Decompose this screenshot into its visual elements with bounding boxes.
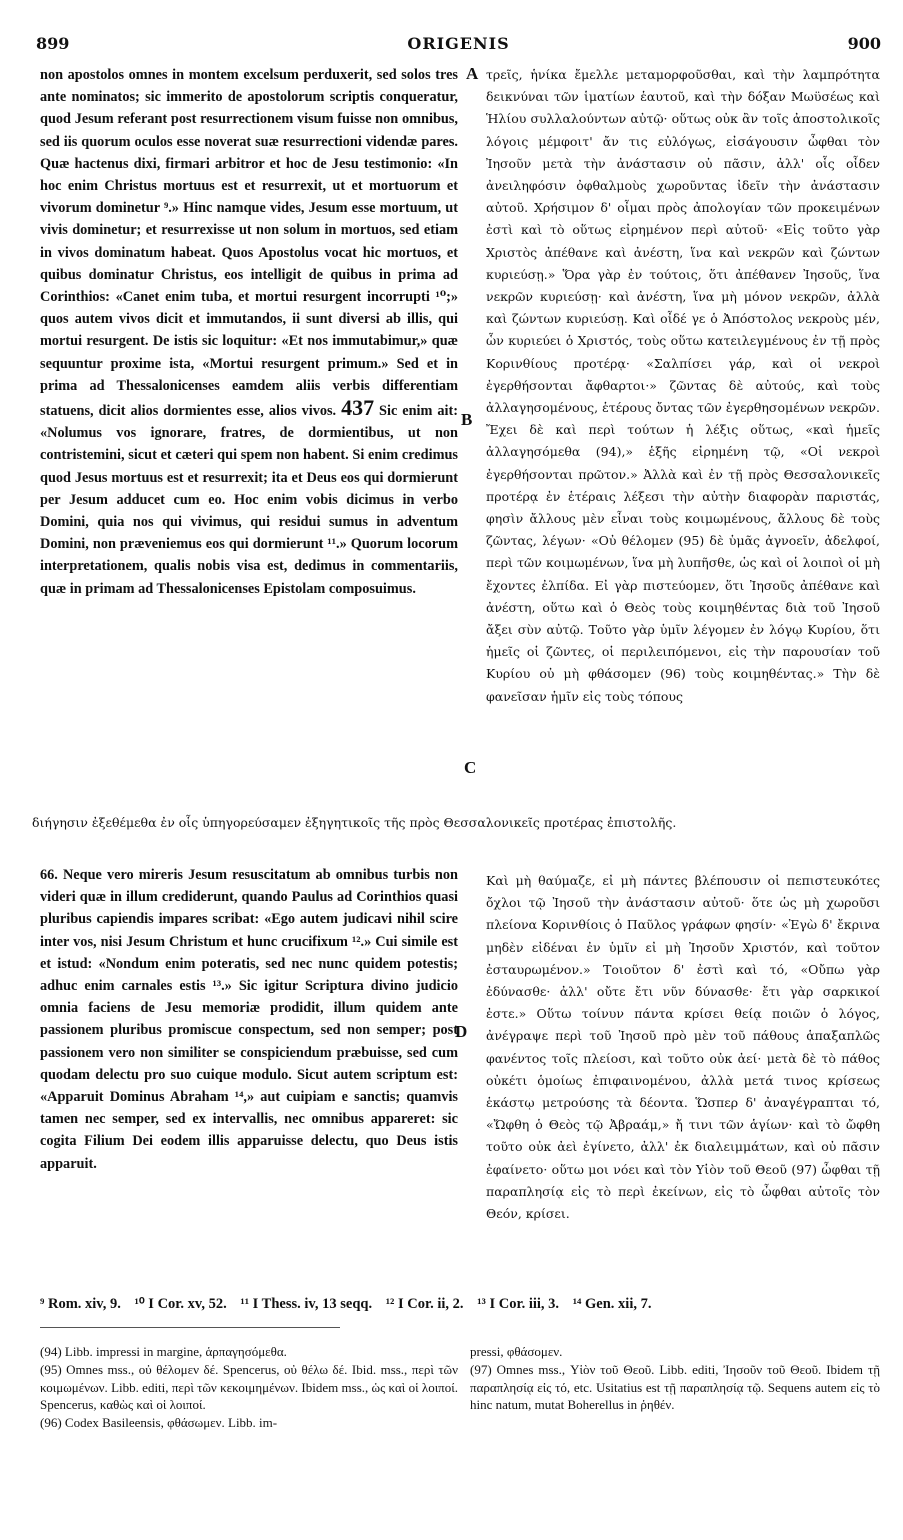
latin-text: non apostolos omnes in montem excelsum perduxerit, sed solos tres ante nominatos; sic immerito de apostolorum scriptis conqueratur, quod Jesum referant post resurrectionem visum fuisse non omnibus, sed iis quorum oculos esse noverat suæ resurrectioni videndæ pares. Quæ hactenus dixi, firmari arbitror et hoc de Jesu testimonio: «In hoc enim Christus mortuus est et resurrexit, ut et mortuorum et vivorum dominetur ⁹.» Hinc namque vides, Jesum esse mortuum, ut vivis dominetur; et resurrexisse ut non solum in mortuos, sed etiam in vivos dominatum habeat. Quos Apostolus vocat hic mortuos, et quibus dominatur Christus, eos intelligit de quibus in prima ad Corinthios: «Canet enim tuba, et mortui resurgent incorrupti ¹⁰;» quos autem vivos dicit et immutandos, ii sunt diversi ab illis, qui mortui resurgent. De istis sic loquitur: «Et nos immutabimur,» quæ sequuntur proxime ista, «Mortui resurgent primum.» Sed et in prima ad Thessalonicenses eamdem aliis verbis differentiam statuens, dicit alios dormientes esse, alios vivos. <box>40 67 458 420</box>
footnote: (94) Libb. impressi in margine, ἁρπαγησόμεθα. <box>40 1344 287 1359</box>
margin-letter-b: B <box>461 410 473 429</box>
margin-letter-a: A <box>466 64 479 83</box>
greek-continuation-text: διήγησιν ἐξεθέμεθα ἐν οἷς ὑπηγορεύσαμεν ἐξηγητικοῖς τῆς πρὸς Θεσσαλονικεῖς προτέρας ἐπιστολῆς. <box>32 815 677 830</box>
running-header <box>36 34 881 56</box>
reference: ¹⁰ I Cor. xv, 52. <box>134 1296 227 1312</box>
greek-paragraph: Καὶ μὴ θαύμαζε, εἰ μὴ πάντες βλέπουσιν οἱ πεπιστευκότες ὄχλοι τῷ Ἰησοῦ τὴν ἀνάστασιν αὐτοῦ· ὅτε ὡς μὴ χωροῦσι πλείονα Κορινθίοις ὁ Παῦλος γράφων φησίν· «Ἐγὼ δ' ἔκρινα μηδὲν εἰδέναι ἐν ὑμῖν εἰ μὴ Ἰησοῦν Χριστόν, καὶ τοῦτον ἐσταυρωμένον.» Τοιοῦτον δ' ἐστὶ καὶ τό, «Οὔπω γὰρ ἐδύνασθε· ἀλλ' οὔτε ἔτι νῦν δύνασθε· ἔτι γὰρ σαρκικοί ἐστε.» Οὕτω τοίνυν πάντα κρίσει θείᾳ ποιῶν ὁ λόγος, ἀνέγραψε περὶ τοῦ Ἰησοῦ πρὸ μὲν τοῦ πάθους ἁπαξαπλῶς φανέντος τοῖς πλείοσι, καὶ τοῦτο οὐκ ἀεί· μετὰ δὲ τὸ πάθος οὐκέτι ὁμοίως ἐπιφαινομένου, ἀλλὰ μετά τινος κρίσεως ἑκάστῳ μετρούσης τὰ δέοντα. Ὥσπερ δ' ἀναγέγραπται τό, «Ὤφθη ὁ Θεὸς τῷ Ἀβραάμ,» ἤ τινι τῶν ἁγίων· καὶ τὸ ὤφθη τοῦτο οὐκ ἀεὶ ἐγίνετο, ἀλλ' ἐκ διαλειμμάτων, καὶ οὐ πᾶσιν ἐφαίνετο· οὕτω μοι νόει καὶ τὸν Υἱὸν τοῦ Θεοῦ (97) ὦφθαι τῇ παραπλησίᾳ εἰς τὸ περὶ ἐκείνων, εἰς τὸ ὦφθαι αὐτοῖς τὸν Θεόν, κρίσει. <box>486 873 880 1222</box>
running-title: ORIGENIS <box>407 34 510 53</box>
latin-column-top <box>40 64 458 600</box>
footnotes-right <box>470 1343 880 1414</box>
footnote: (95) Omnes mss., οὐ θέλομεν δέ. Spencerus, οὐ θέλω δέ. Ibid. mss., περὶ τῶν κοιμωμένων. Libb. editi, περὶ τῶν κεκοιμημένων. Ibidem mss., ὡς καὶ οἱ λοιποί. Spencerus, καθὼς καὶ οἱ λοιποί. <box>40 1361 458 1413</box>
footnote: pressi, φθάσομεν. <box>470 1344 563 1359</box>
latin-column-bottom <box>40 864 458 1175</box>
footnote: (97) Omnes mss., Υἱὸν τοῦ Θεοῦ. Libb. editi, Ἰησοῦν τοῦ Θεοῦ. Ibidem τῇ παραπλησίᾳ εἰς τό, etc. Usitatius est τῇ παραπλησίᾳ τῷ. Sequens autem εἰς τὸ hinc natum, mutat Boherellus in ῥηθέν. <box>470 1361 880 1413</box>
latin-text: Neque vero mireris Jesum resuscitatum ab omnibus turbis non videri quæ in illum crediderunt, quando Paulus ad Corinthios quasi pluribus capiendis impares scribat: «Ego autem judicavi nihil scire inter vos, nisi Jesum Christum et hunc crucifixum ¹².» Cui simile est et istud: «Nondum enim poteratis, sed nec nunc quidem potestis; adhuc enim carnales estis ¹³.» Sic igitur Scriptura divino judicio omnia faciens de Jesu memoriæ prodidit, illum quidem ante passionem pluribus promiscue conspectum, sed non semper; post passionem vero non similiter se conspiciendum præbuisse, sed cum quodam delectu pro suo cuique modulo. Sicut autem scriptum est: «Apparuit Dominus Abraham ¹⁴,» aut cuipiam e sanctis; quamvis tamen nec semper, sed ex intervallis, nec omnibus appareret: sic cogita Filium Dei eodem illis apparuisse delectu, quo Deus istis apparuit. <box>40 867 458 1172</box>
greek-paragraph: τρεῖς, ἡνίκα ἔμελλε μεταμορφοῦσθαι, καὶ τὴν λαμπρότητα δεικνύναι τῶν ἱματίων ἑαυτοῦ, καὶ τὴν δόξαν Μωϋσέως καὶ Ἡλίου συλλαλούντων αὐτῷ· οὕτως οὐκ ἂν τοῖς ἀποστολικοῖς λόγοις μέμφοιτ' ἄν τις εὐλόγως, εἰσάγουσιν ὦφθαι τὸν Ἰησοῦν μετὰ τὴν ἀνάστασιν οὐ πᾶσιν, ἀλλ' οἷς οἶδεν ἀνειληφόσιν ὀφθαλμοὺς χωροῦντας ἰδεῖν τὴν ἀνάστασιν αὐτοῦ. Χρήσιμον δ' οἶμαι πρὸς ἀπολογίαν τῶν προκειμένων ἐστὶ καὶ τὸ οὕτως εἰρημένον περὶ αὐτοῦ· «Εἰς τοῦτο γὰρ Χριστὸς ἀπέθανε καὶ ἀνέστη, ἵνα καὶ νεκρῶν καὶ ζώντων κυριεύσῃ.» Ὅρα γὰρ ἐν τούτοις, ὅτι ἀπέθανεν Ἰησοῦς, ἵνα νεκρῶν κυριεύσῃ· καὶ ἀνέστη, ἵνα μὴ μόνον νεκρῶν, ἀλλὰ καὶ ζώντων κυριεύσῃ. Καὶ οἶδέ γε ὁ Ἀπόστολος νεκροὺς μέν, ὧν κυριεύει ὁ Χριστός, τοὺς οὕτω κατειλεγμένους ἐν τῇ πρὸς Κορινθίους προτέρᾳ· «Σαλπίσει γάρ, καὶ οἱ νεκροὶ ἐγερθήσονται ἄφθαρτοι·» ζῶντας δὲ αὐτούς, καὶ τοὺς ἀλλαγησομένους, ἑτέρους ὄντας τῶν ἐγερθησομένων νεκρῶν. Ἔχει δὲ καὶ περὶ τούτων ἡ λέξις οὕτως, «καὶ ἡμεῖς ἀλλαγησόμεθα (94),» ἑξῆς εἰρημένη τῷ, «Οἱ νεκροὶ ἐγερθήσονται πρῶτον.» Ἀλλὰ καὶ ἐν τῇ πρὸς Θεσσαλονικεῖς προτέρᾳ ἐν ἑτέραις λέξεσι τὴν αὐτὴν διαφορὰν παριστάς, φησὶν ἄλλους μὲν εἶναι τοὺς κοιμωμένους, ἄλλους δὲ τοὺς ζῶντας, λέγων· «Οὐ θέλομεν (95) δὲ ὑμᾶς ἀγνοεῖν, ἀδελφοί, περὶ τῶν κοιμωμένων, ἵνα μὴ λυπῆσθε, ὡς καὶ οἱ λοιποὶ οἱ μὴ ἔχοντες ἐλπίδα. Εἰ γὰρ πιστεύομεν, ὅτι Ἰησοῦς ἀπέθανε καὶ ἀνέστη, οὕτω καὶ ὁ Θεὸς τοὺς κοιμηθέντας διὰ τοῦ Ἰησοῦ ἄξει σὺν αὐτῷ. Τοῦτο γὰρ ὑμῖν λέγομεν ἐν λόγῳ Κυρίου, ὅτι ἡμεῖς οἱ ζῶντες, οἱ περιλειπόμενοι, εἰς τὴν παρουσίαν τοῦ Κυρίου οὐ μὴ φθάσομεν (96) τοὺς κοιμηθέντας.» Τὴν δὲ φανεῖσαν ἡμῖν εἰς τοὺς τόπους <box>486 67 880 704</box>
scripture-references <box>40 1296 880 1313</box>
latin-paragraph-66 <box>40 864 458 1175</box>
latin-paragraph <box>40 64 458 600</box>
reference: ¹² I Cor. ii, 2. <box>385 1296 464 1312</box>
reference: ¹¹ I Thess. iv, 13 seqq. <box>240 1296 373 1312</box>
footnote-divider <box>40 1327 340 1328</box>
reference: ⁹ Rom. xiv, 9. <box>40 1296 121 1312</box>
reference: ¹³ I Cor. iii, 3. <box>477 1296 560 1312</box>
footnotes-left <box>40 1343 458 1432</box>
section-number: 66. <box>40 867 58 883</box>
footnote: (96) Codex Basileensis, φθάσωμεν. Libb. im- <box>40 1415 278 1431</box>
greek-column-bottom <box>486 870 880 1225</box>
margin-letter-d: D <box>455 1022 468 1041</box>
latin-text: Sic enim ait: «Nolumus vos ignorare, fratres, de dormientibus, ut non contristemini, sicut et cæteri qui spem non habent. Si enim credimus quod Jesus mortuus est et resurrexit; ita et Deus eos qui dormierunt per Jesum adducet cum eo. Hoc enim vobis dicimus in verbo Domini, quia nos qui vivimus, qui residui sumus in adventum Domini, non præveniemus eos qui dormierunt ¹¹.» Quorum locorum interpretationem, qualis nobis visa est, dedimus in commentariis, quæ in primam ad Thessalonicenses Epistolam composuimus. <box>40 403 459 597</box>
reference: ¹⁴ Gen. xii, 7. <box>572 1296 652 1312</box>
greek-continuation <box>32 813 880 833</box>
right-page-number: 900 <box>847 34 881 53</box>
greek-column-top <box>486 64 880 708</box>
margin-letter-c: C <box>464 758 477 777</box>
page-marker: 437 <box>341 395 375 421</box>
left-page-number: 899 <box>36 34 70 53</box>
